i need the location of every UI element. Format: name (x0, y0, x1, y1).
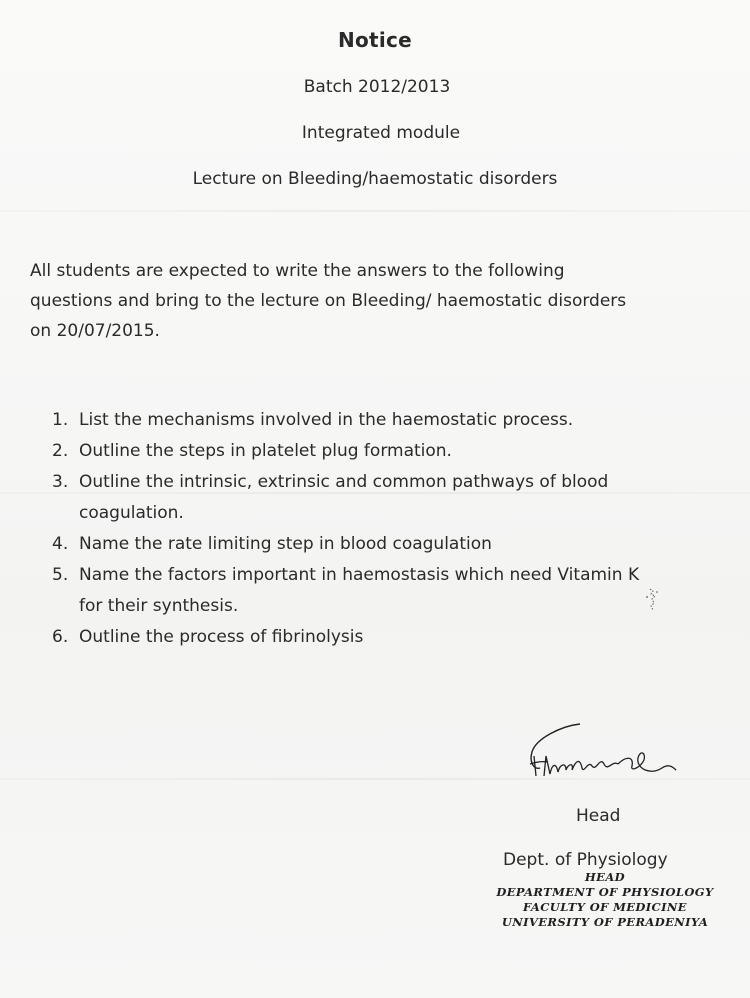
notice-title: Notice (337, 28, 413, 52)
signoff-department: Dept. of Physiology (503, 850, 668, 870)
intro-line: questions and bring to the lecture on Bleeding/ haemostatic disorders (30, 291, 627, 311)
ink-smudge (642, 586, 662, 612)
question-item (52, 622, 692, 653)
question-text: List the mechanisms involved in the haemostatic process. (79, 410, 574, 430)
question-text: Outline the intrinsic, extrinsic and common pathways of blood (79, 472, 609, 492)
batch-line: Batch 2012/2013 (303, 77, 451, 97)
question-number: 5. (52, 565, 69, 585)
question-item (52, 436, 692, 467)
handwritten-signature (522, 716, 682, 786)
question-text-continued: for their synthesis. (79, 596, 239, 616)
question-text-continued: coagulation. (79, 503, 184, 523)
paper-fold (0, 210, 750, 212)
question-number: 6. (52, 627, 69, 647)
question-number: 1. (52, 410, 69, 430)
stamp-line: UNIVERSITY OF PERADENIYA (501, 915, 709, 929)
question-text: Name the rate limiting step in blood coagulation (79, 534, 492, 554)
intro-paragraph (30, 256, 690, 346)
signoff-head: Head (576, 806, 621, 826)
question-list (52, 405, 692, 653)
stamp-line: FACULTY OF MEDICINE (523, 900, 687, 914)
intro-line: All students are expected to write the answers to the following (30, 261, 565, 281)
question-text: Outline the steps in platelet plug formation. (79, 441, 452, 461)
question-number: 4. (52, 534, 69, 554)
intro-line: on 20/07/2015. (30, 321, 160, 341)
question-text: Name the factors important in haemostasis which need Vitamin K (79, 565, 640, 585)
stamp-line: HEAD (584, 870, 626, 884)
question-text: Outline the process of fibrinolysis (79, 627, 364, 647)
department-stamp (470, 870, 740, 930)
question-number: 3. (52, 472, 69, 492)
question-item (52, 467, 692, 529)
question-item (52, 560, 692, 622)
question-item (52, 529, 692, 560)
lecture-line: Lecture on Bleeding/haemostatic disorders (192, 169, 558, 189)
question-item (52, 405, 692, 436)
module-line: Integrated module (301, 123, 461, 143)
question-number: 2. (52, 441, 69, 461)
stamp-line: DEPARTMENT OF PHYSIOLOGY (496, 885, 714, 899)
